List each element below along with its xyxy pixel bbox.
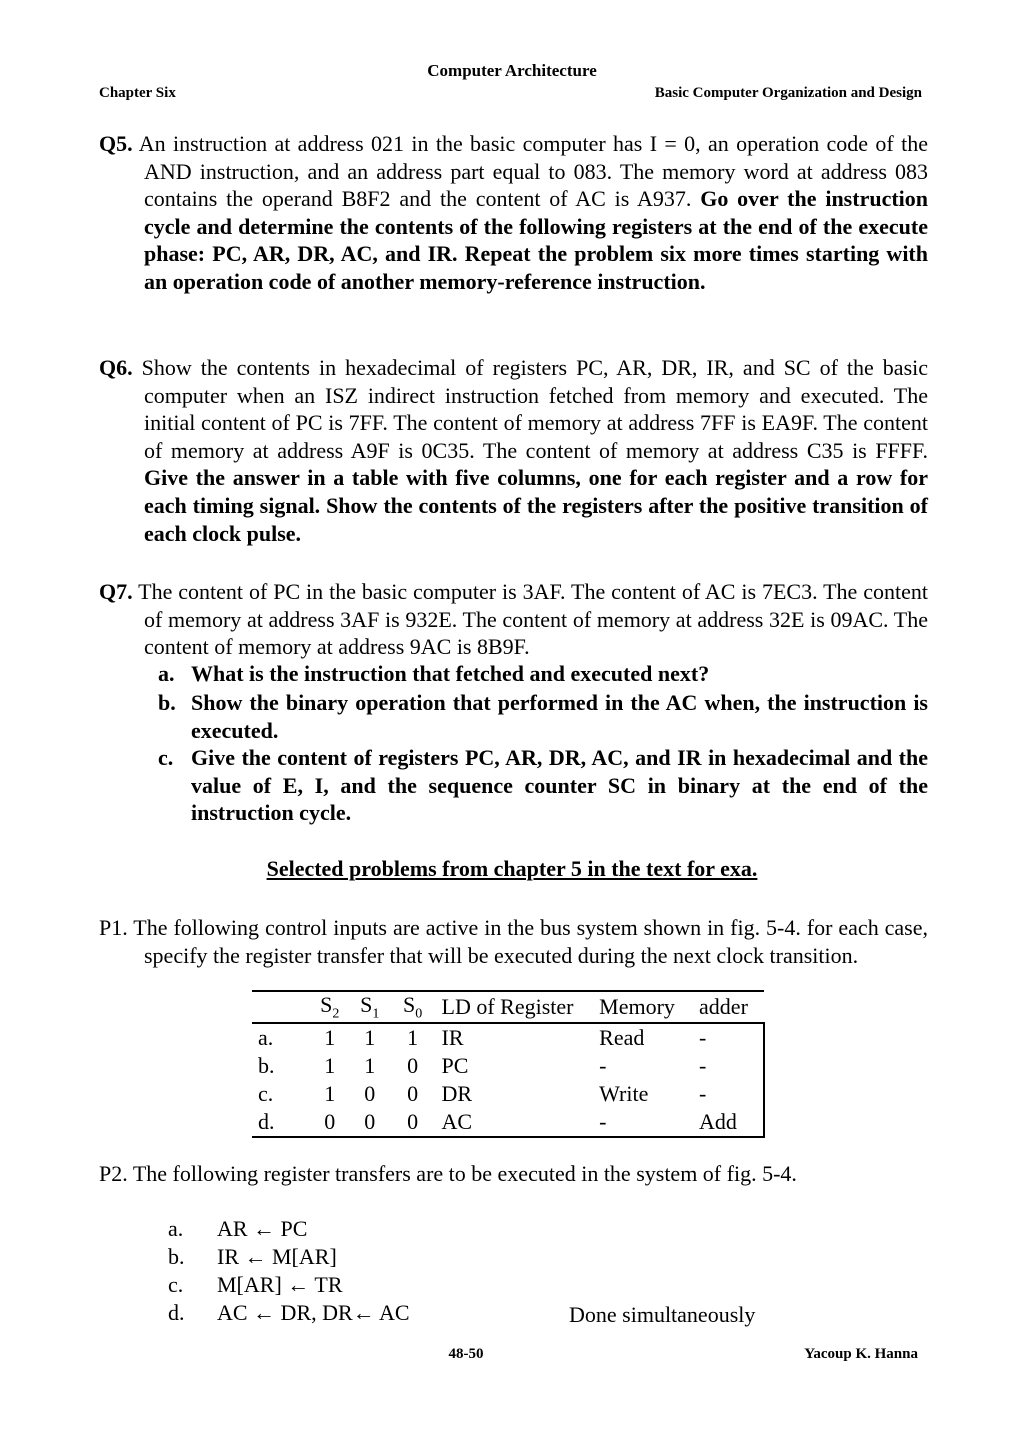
table-header-cell: $S_1$	[360, 992, 380, 1022]
q7-part-b	[144, 689, 928, 744]
q7-part-text: Give the content of registers PC, AR, DR, AC, and IR in hexadecimal and the value of E, I, and the sequence counter SC in binary at the end of the instruction cycle.	[191, 745, 928, 826]
transfer-item	[0, 1300, 1024, 1328]
q7-text: The content of PC in the basic computer is 3AF. The content of AC is 7EC3. The content of memory at address 3AF is 932E. The content of memory at address 32E is 09AC. The content of memory at address 9AC is 8B9F.	[138, 579, 928, 660]
q5-label: Q5.	[99, 131, 133, 156]
table-header-cell: $S_0$	[402, 992, 423, 1022]
transfer-text: IR ← M[AR]	[217, 1244, 337, 1269]
transfer-item	[0, 1216, 1024, 1244]
table-cell: 1	[407, 1025, 419, 1051]
table-cell: IR	[441, 1025, 464, 1051]
course-title: Computer Architecture	[427, 61, 597, 80]
transfer-key: a.	[168, 1216, 184, 1241]
q6-task: Give the answer in a table with five columns, one for each register and a row for each timing signal. Show the contents of the registers after the positive transition of each clock pulse.	[144, 465, 928, 546]
q7-part-text: Show the binary operation that performed in the AC when, the instruction is executed.	[191, 690, 928, 743]
table-cell: 1	[364, 1053, 376, 1079]
q5-task: Go over the instruction cycle and determine the contents of the following registers at the end of the execute phase: PC, AR, DR, AC, and IR. Repeat the problem six more times starting with an operation code of another memory-reference instruction.	[144, 186, 929, 294]
transfer-key: c.	[168, 1272, 184, 1297]
transfer-key: d.	[168, 1300, 185, 1325]
table-header-cell: Memory	[599, 994, 675, 1020]
q7-part-key: b.	[158, 690, 176, 715]
table-cell: 0	[407, 1053, 419, 1079]
transfer-text: M[AR] ← TR	[217, 1272, 343, 1297]
table-header-cell: adder	[699, 994, 748, 1020]
table-row	[252, 1023, 764, 1052]
table-cell: AC	[441, 1109, 473, 1135]
table-cell: Write	[599, 1081, 649, 1107]
question-q7	[99, 578, 928, 661]
section-title: Selected problems from chapter 5 in the text for exa.	[266, 856, 758, 881]
table-cell: 0	[407, 1081, 419, 1107]
page-number: 48-50	[448, 1346, 484, 1362]
table-cell: a.	[258, 1025, 274, 1051]
table-cell: b.	[258, 1053, 275, 1079]
question-q5	[99, 130, 928, 296]
table-cell: 1	[324, 1081, 336, 1107]
table-header-cell: LD of Register	[441, 994, 574, 1020]
table-cell: -	[699, 1023, 764, 1052]
q6-text: Show the contents in hexadecimal of registers PC, AR, DR, IR, and SC of the basic computer when an ISZ indirect instruction fetched from memory and executed. The initial content of PC is 7FF. The content of memory at address 7FF is EA9F. The content of memory at address A9F is 0C35. The content of memory at address C35 is FFFF.	[141, 355, 929, 463]
table-cell: Read	[599, 1025, 645, 1051]
q6-label: Q6.	[99, 355, 133, 380]
table-cell: 1	[324, 1025, 336, 1051]
table-cell: 0	[364, 1081, 376, 1107]
control-inputs-table	[252, 990, 765, 1138]
table-cell: 1	[364, 1025, 376, 1051]
table-cell: Add	[699, 1108, 764, 1137]
transfer-text: AR ← PC	[217, 1216, 308, 1241]
p2-text: P2. The following register transfers are to be executed in the system of fig. 5-4.	[99, 1161, 797, 1186]
transfer-item	[0, 1272, 1024, 1300]
table-row	[252, 1052, 764, 1080]
question-q6	[99, 354, 928, 547]
transfer-key: b.	[168, 1244, 185, 1269]
table-header-cell: $S_2$	[320, 992, 340, 1022]
table-cell: DR	[441, 1081, 473, 1107]
table-cell: -	[699, 1052, 764, 1080]
simultaneous-note: Done simultaneously	[569, 1302, 756, 1327]
table-cell: 0	[324, 1109, 336, 1135]
table-row	[252, 1080, 764, 1108]
table-cell: 1	[324, 1053, 336, 1079]
table-cell: -	[699, 1080, 764, 1108]
table-header-row	[252, 991, 764, 1023]
transfer-item	[0, 1244, 1024, 1272]
chapter-label: Chapter Six	[99, 85, 176, 101]
problem-p1	[99, 914, 928, 969]
table-cell: 0	[364, 1109, 376, 1135]
q7-part-key: c.	[158, 745, 174, 770]
transfer-text: AC ← DR, DR← AC	[217, 1300, 410, 1325]
table-cell: 0	[407, 1109, 419, 1135]
author-name: Yacoup K. Hanna	[804, 1346, 918, 1362]
q7-part-c	[144, 744, 928, 827]
table-row	[252, 1108, 764, 1137]
q5-text: An instruction at address 021 in the basic computer has I = 0, an operation code of the AND instruction, and an address part equal to 083. The memory word at address 083 contains the operand B8F2 and the content of AC is A937.	[138, 131, 928, 212]
p1-text: P1. The following control inputs are active in the bus system shown in fig. 5-4. for each case, specify the register transfer that will be executed during the next clock transition.	[99, 915, 928, 968]
table-cell: c.	[258, 1081, 274, 1107]
chapter-topic: Basic Computer Organization and Design	[654, 85, 922, 101]
table-header-cell	[252, 991, 310, 1023]
q7-part-text: What is the instruction that fetched and executed next?	[191, 661, 710, 686]
table-cell: d.	[258, 1109, 275, 1135]
table-cell: -	[599, 1109, 607, 1135]
q7-part-a	[144, 660, 928, 688]
table-cell: -	[599, 1053, 607, 1079]
q7-part-key: a.	[158, 661, 175, 686]
q7-label: Q7.	[99, 579, 133, 604]
table-cell: PC	[441, 1053, 469, 1079]
